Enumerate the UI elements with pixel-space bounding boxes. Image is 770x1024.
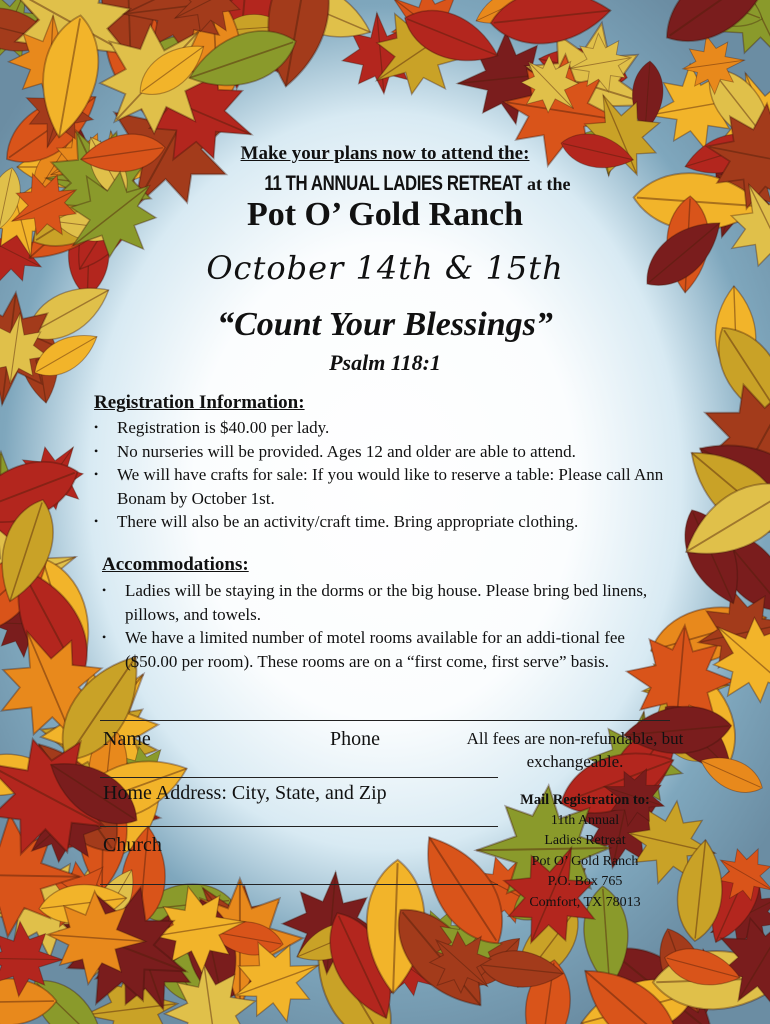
mail-line: 11th Annual — [550, 812, 620, 828]
list-item: • There will also be an activity/craft time. Bring appropriate clothing. — [94, 510, 704, 534]
name-label: Name — [103, 728, 151, 750]
event-title-tail: at the — [526, 174, 571, 194]
form-top-rule — [100, 720, 670, 721]
mail-line: Ladies Retreat — [544, 833, 626, 848]
phone-label: Phone — [330, 728, 380, 750]
event-dates: October 14th & 15th — [206, 249, 564, 287]
list-item: • We have a limited number of motel rooms available for an addi-tional fee ($50.00 per room). These rooms are on a “first come, first serve” basis. — [102, 626, 667, 673]
church-label: Church — [103, 834, 162, 856]
mail-heading: Mail Registration to: — [520, 792, 650, 808]
list-item: • No nurseries will be provided. Ages 12 and older are able to attend. — [94, 440, 704, 464]
invite-line: Make your plans now to attend the: — [240, 143, 530, 164]
registration-heading: Registration Information: — [94, 392, 305, 413]
event-title: 11 TH ANNUAL LADIES RETREAT — [263, 172, 522, 195]
mail-address-block — [495, 790, 675, 913]
address-field-line[interactable] — [100, 826, 498, 827]
name-field-line[interactable] — [100, 777, 498, 778]
accommodations-section — [102, 554, 667, 673]
list-item: • Registration is $40.00 per lady. — [94, 416, 704, 440]
list-item: • Ladies will be staying in the dorms or the big house. Please bring bed linens, pillows, and towels. — [102, 579, 667, 626]
list-item: • We will have crafts for sale: If you would like to reserve a table: Please call Ann Bonam by October 1st. — [94, 463, 704, 510]
theme-title: “Count Your Blessings” — [217, 306, 553, 343]
address-label: Home Address: City, State, and Zip — [103, 782, 387, 804]
church-field-line[interactable] — [100, 884, 498, 885]
ranch-name: Pot O’ Gold Ranch — [246, 196, 524, 233]
mail-line: Pot O’ Gold Ranch — [531, 853, 639, 869]
fees-note: All fees are non-refundable, but exchangeable. — [466, 729, 684, 771]
event-title-line — [0, 171, 770, 196]
registration-section — [94, 392, 704, 534]
mail-line: Comfort, TX 78013 — [529, 894, 641, 910]
verse-reference: Psalm 118:1 — [329, 350, 441, 375]
mail-line: P.O. Box 765 — [547, 874, 623, 889]
registration-list — [94, 416, 704, 534]
accommodations-heading: Accommodations: — [102, 554, 249, 575]
accommodations-list — [102, 579, 667, 673]
